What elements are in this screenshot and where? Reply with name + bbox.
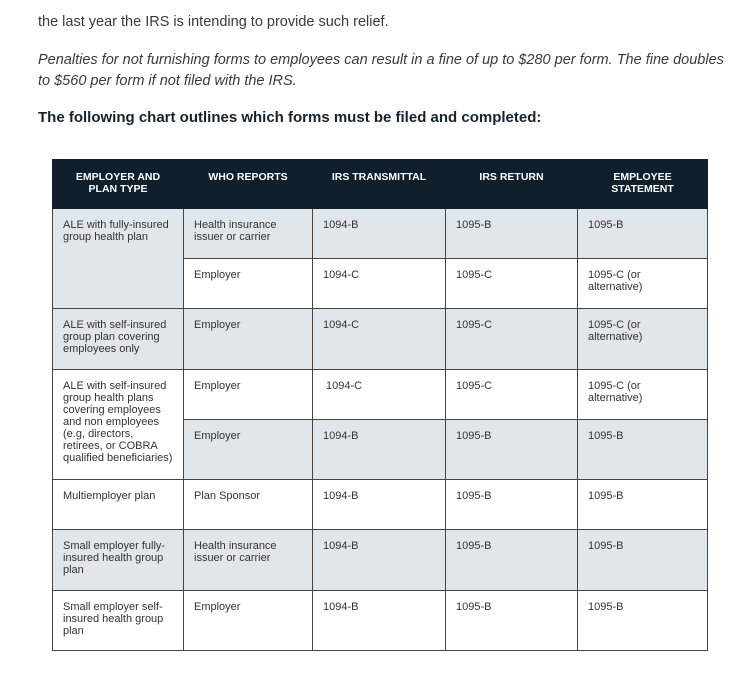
irs-forms-table (52, 159, 708, 651)
transmittal-cell: 1094-B (313, 209, 446, 259)
return-cell: 1095-C (446, 370, 578, 420)
chart-heading: The following chart outlines which forms must be filed and completed: (38, 109, 542, 126)
statement-cell: 1095-B (578, 209, 708, 259)
transmittal-cell: 1094-B (313, 591, 446, 651)
header-employee-statement: EMPLOYEE STATEMENT (578, 160, 708, 209)
transmittal-cell: 1094-B (313, 480, 446, 530)
who-reports-cell: Employer (184, 370, 313, 420)
statement-cell: 1095-B (578, 420, 708, 480)
plan-type-cell: Small employer self-insured health group plan (53, 591, 184, 651)
header-irs-return: IRS RETURN (446, 160, 578, 209)
return-cell: 1095-B (446, 530, 578, 591)
table-row (53, 480, 708, 530)
transmittal-cell (313, 370, 446, 420)
return-cell: 1095-B (446, 591, 578, 651)
statement-cell: 1095-C (or alternative) (578, 370, 708, 420)
table-row (53, 309, 708, 370)
statement-cell: 1095-B (578, 591, 708, 651)
table-row (53, 591, 708, 651)
header-employer-plan-type: EMPLOYER AND PLAN TYPE (53, 160, 184, 209)
who-reports-cell: Health insurance issuer or carrier (184, 530, 313, 591)
return-cell: 1095-B (446, 209, 578, 259)
header-irs-transmittal: IRS TRANSMITTAL (313, 160, 446, 209)
plan-type-cell: ALE with fully-insured group health plan (53, 209, 184, 309)
who-reports-cell: Employer (184, 420, 313, 480)
statement-cell: 1095-C (or alternative) (578, 259, 708, 309)
plan-type-cell: Multiemployer plan (53, 480, 184, 530)
transmittal-cell: 1094-C (313, 259, 446, 309)
table-row (53, 370, 708, 420)
table-row (53, 209, 708, 259)
plan-type-cell: ALE with self-insured group plan covering employees only (53, 309, 184, 370)
statement-cell: 1095-C (or alternative) (578, 309, 708, 370)
who-reports-cell: Employer (184, 259, 313, 309)
who-reports-cell: Employer (184, 309, 313, 370)
who-reports-cell: Health insurance issuer or carrier (184, 209, 313, 259)
plan-type-cell: ALE with self-insured group health plans covering employees and non employees (e.g, directors, retirees, or COBRA qualified beneficiaries) (53, 370, 184, 480)
who-reports-cell: Employer (184, 591, 313, 651)
penalty-paragraph: Penalties for not furnishing forms to employees can result in a fine of up to $280 per form. The fine doubles to $560 per form if not filed with the IRS. (38, 52, 724, 89)
table-header-row (53, 160, 708, 209)
transmittal-value: 1094-C (326, 380, 363, 392)
statement-cell: 1095-B (578, 530, 708, 591)
return-cell: 1095-C (446, 309, 578, 370)
return-cell: 1095-B (446, 420, 578, 480)
transmittal-cell: 1094-B (313, 420, 446, 480)
statement-cell: 1095-B (578, 480, 708, 530)
return-cell: 1095-B (446, 480, 578, 530)
plan-type-cell: Small employer fully-insured health group plan (53, 530, 184, 591)
return-cell: 1095-C (446, 259, 578, 309)
intro-paragraph: the last year the IRS is intending to provide such relief. (38, 14, 389, 30)
table-row (53, 530, 708, 591)
transmittal-cell: 1094-C (313, 309, 446, 370)
transmittal-cell: 1094-B (313, 530, 446, 591)
header-who-reports: WHO REPORTS (184, 160, 313, 209)
who-reports-cell: Plan Sponsor (184, 480, 313, 530)
